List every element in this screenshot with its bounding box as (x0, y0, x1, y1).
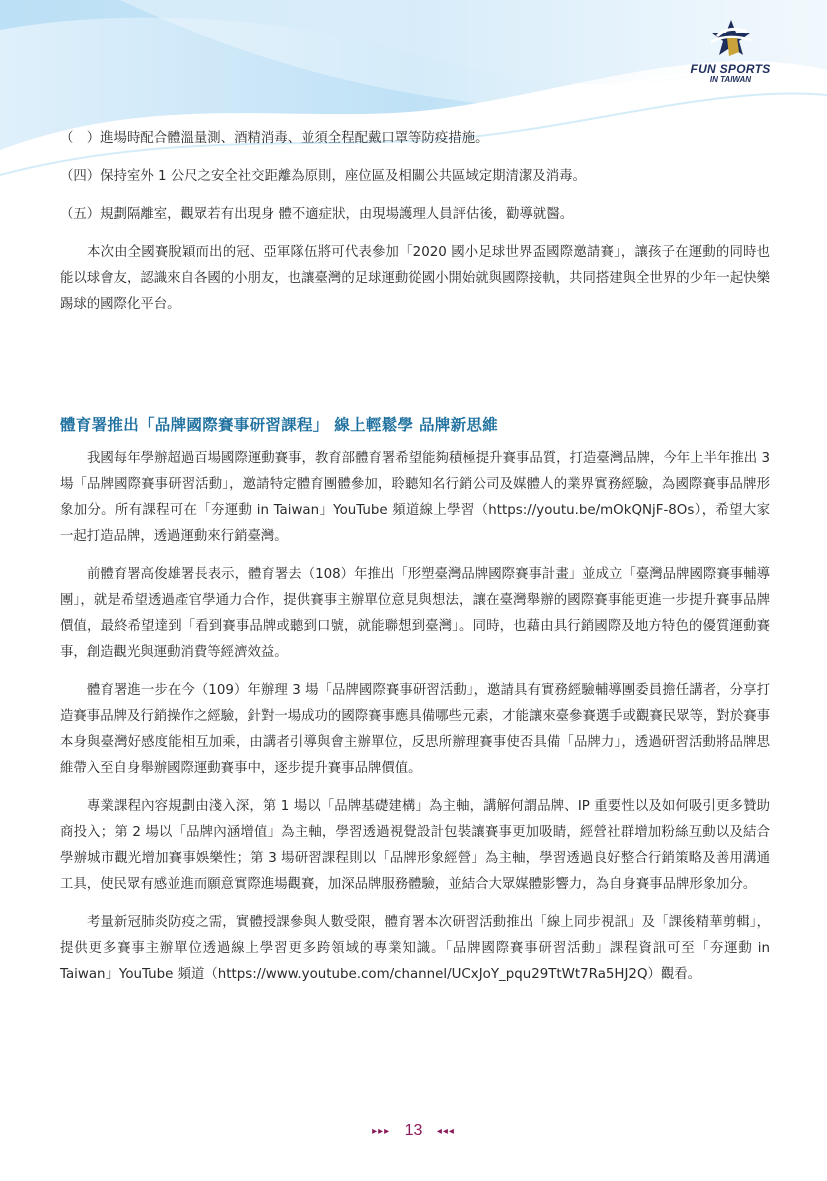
fun-sports-logo (688, 18, 773, 98)
logo-line-2: IN TAIWAN (709, 75, 752, 84)
intro-paragraph: 本次由全國賽脫穎而出的冠、亞軍隊伍將可代表參加「2020 國小足球世界盃國際邀請賽」，讓孩子在運動的同時也能以球會友，認識來自各國的小朋友，也讓臺灣的足球運動從國小開始就與國際接軌，共同搭建與全世界的少年一起快樂踢球的國際化平台。 (60, 245, 770, 312)
fun-sports-star-icon (703, 18, 759, 60)
section-heading: 體育署推出「品牌國際賽事研習課程」 線上輕鬆學 品牌新思維 (60, 416, 498, 434)
body-paragraph: 專業課程內容規劃由淺入深，第 1 場以「品牌基礎建構」為主軸，講解何謂品牌、IP 重要性以及如何吸引更多贊助商投入；第 2 場以「品牌內涵增值」為主軸，學習透過視覺設計包裝讓賽事更加吸睛，經營社群增加粉絲互動以及結合學辦城市觀光增加賽事娛樂性；第 3 場研習課程則以「品牌形象經營」為主軸，學習透過良好整合行銷策略及善用溝通工具，使民眾有感並進而願意實際進場觀賽，加深品牌服務體驗，並結合大眾媒體影響力，為自身賽事品牌形象加分。 (60, 799, 770, 892)
body-paragraph: 體育署進一步在今（109）年辦理 3 場「品牌國際賽事研習活動」，邀請具有實務經驗輔導團委員擔任講者，分享打造賽事品牌及行銷操作之經驗，針對一場成功的國際賽事應具備哪些元素，才能讓來臺參賽選手或觀賽民眾等，對於賽事本身與臺灣好感度能相互加乘，由講者引導與會主辦單位，反思所辦理賽事使否具備「品牌力」，透過研習活動將品牌思維帶入至自身舉辦國際運動賽事中，逐步提升賽事品牌價值。 (60, 683, 770, 776)
right-arrows-icon: ◂◂◂ (436, 1125, 455, 1137)
list-item: （ ）進場時配合體溫量測、酒精消毒、並須全程配戴口罩等防疫措施。 (60, 131, 489, 146)
body-paragraph: 前體育署高俊雄署長表示，體育署去（108）年推出「形塑臺灣品牌國際賽事計畫」並成立「臺灣品牌國際賽事輔導團」，就是希望透過產官學通力合作，提供賽事主辦單位意見與想法，讓在臺灣舉辦的國際賽事能更進一步提升賽事品牌價值，最終希望達到「看到賽事品牌或聽到口號，就能聯想到臺灣」。同時，也藉由具行銷國際及地方特色的優質運動賽事，創造觀光與運動消費等經濟效益。 (60, 567, 770, 660)
left-arrows-icon: ▸▸▸ (372, 1125, 391, 1137)
article-body (60, 126, 770, 988)
list-item: （四）保持室外 1 公尺之安全社交距離為原則，座位區及相關公共區域定期清潔及消毒。 (60, 169, 586, 184)
list-item: （五）規劃隔離室，觀眾若有出現身 體不適症狀，由現場護理人員評估後，勸導就醫。 (60, 207, 574, 222)
body-paragraph: 考量新冠肺炎防疫之需，實體授課參與人數受限，體育署本次研習活動推出「線上同步視訊」及「課後精華剪輯」，提供更多賽事主辦單位透過線上學習更多跨領域的專業知識。「品牌國際賽事研習活動」課程資訊可至「夯運動 in Taiwan」YouTube 頻道（https://www.youtube.com/channel/UCxJoY_pqu29TtWt7Ra5HJ2Q）觀看。 (60, 915, 770, 982)
page-number: 13 (404, 1122, 423, 1139)
body-paragraph: 我國每年學辦超過百場國際運動賽事，教育部體育署希望能夠積極提升賽事品質，打造臺灣品牌，今年上半年推出 3 場「品牌國際賽事研習活動」，邀請特定體育團體參加，聆聽知名行銷公司及媒體人的業界實務經驗，為國際賽事品牌形象加分。所有課程可在「夯運動 in Taiwan」YouTube 頻道線上學習（https://youtu.be/mOkQNjF-8Os），希望大家一起打造品牌，透過運動來行銷臺灣。 (60, 451, 770, 544)
logo-line-1: FUN SPORTS (690, 62, 771, 76)
page-footer (0, 1122, 827, 1140)
